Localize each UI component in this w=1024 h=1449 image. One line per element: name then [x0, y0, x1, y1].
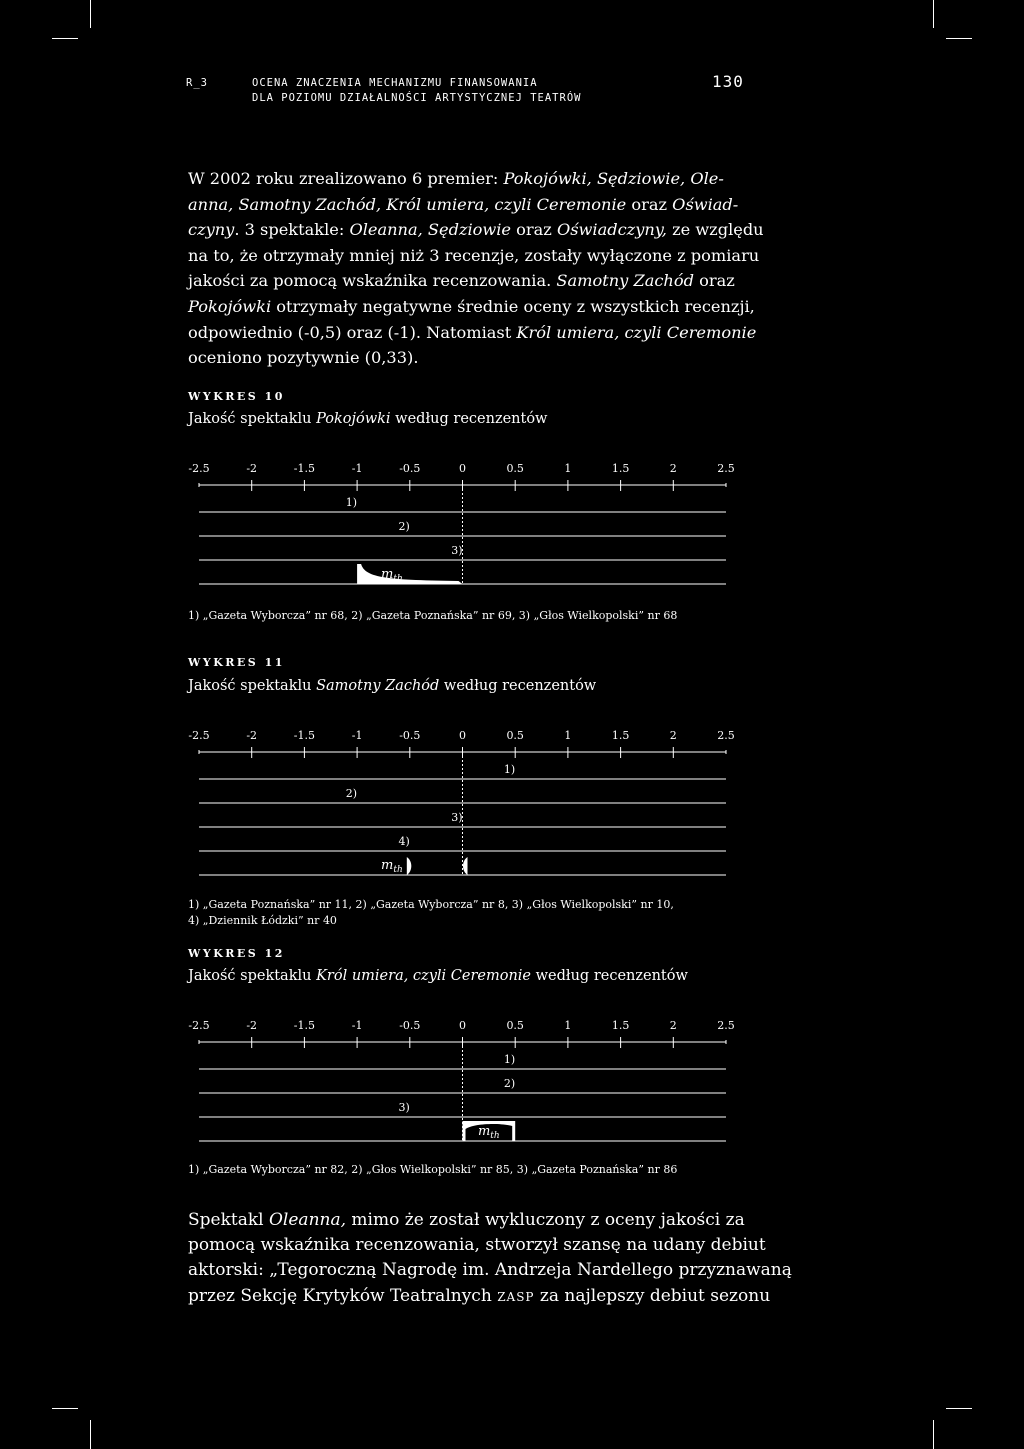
chart-12-title-prefix: Jakość spektaklu	[188, 968, 317, 984]
tick-label: 0	[459, 462, 466, 475]
intro-line	[188, 166, 754, 192]
intro-line	[188, 268, 754, 294]
text-run: odpowiednio (-0,5) oraz (-1). Natomiast	[188, 322, 517, 342]
text-run: . 3 spektakle:	[234, 220, 350, 240]
text-run: jakości za pomocą wskaźnika recenzowania.	[188, 271, 557, 291]
mean-label-symbol: m	[477, 1124, 491, 1139]
tick-label: 0.5	[506, 462, 524, 475]
tick-label: -2	[246, 729, 258, 742]
chart-10-title-italic: Pokojówki	[316, 411, 391, 427]
review-point-label: 2)	[503, 1077, 516, 1090]
tick-label: 2	[669, 729, 677, 742]
intro-line	[188, 192, 754, 218]
review-point-label: 1)	[503, 1053, 516, 1066]
chart-10-title-prefix: Jakość spektaklu	[188, 411, 317, 427]
tick-label: 1	[564, 729, 572, 742]
italic-text: Król umiera, czyli Ceremonie	[516, 322, 757, 342]
section-label: R_3	[186, 77, 208, 89]
italic-text: Oleanna, Sędziowie	[349, 220, 512, 240]
crop-mark-bottom-left-vertical	[90, 1420, 91, 1449]
review-point-label: 2)	[345, 787, 358, 800]
mean-label-subscript: th	[393, 574, 403, 584]
crop-mark-bottom-right-horizontal	[946, 1408, 972, 1409]
tick-label: -1.5	[293, 1019, 316, 1032]
mean-label-subscript: th	[393, 865, 403, 875]
text-run: oraz	[693, 271, 735, 291]
chart-11-title-suffix: według recenzentów	[439, 678, 597, 694]
tick-label: 2.5	[717, 729, 735, 742]
mean-label-symbol: m	[381, 567, 394, 582]
density-curve	[357, 564, 462, 584]
tick-label: 1	[564, 1019, 572, 1032]
crop-mark-top-left-vertical	[90, 0, 91, 28]
tick-label: -0.5	[399, 729, 421, 742]
review-point-label: 2)	[398, 520, 410, 533]
chart-10-plot	[180, 455, 740, 595]
mean-label	[478, 1124, 500, 1141]
italic-text: Pokojówki	[188, 296, 272, 316]
density-curve-left	[407, 857, 412, 875]
tick-label: -1	[351, 1019, 363, 1032]
chart-10-caption	[188, 608, 677, 624]
chart-11-caption-line-1: 1) „Gazeta Poznańska” nr 11, 2) „Gazeta Wyborcza” nr 8, 3) „Głos Wielkopolski” nr 10,	[188, 898, 674, 911]
review-point-label: 3)	[451, 544, 463, 557]
text-run: oraz	[626, 194, 673, 214]
tick-label: -0.5	[399, 1019, 421, 1032]
intro-paragraph	[188, 166, 764, 371]
tick-label: 2.5	[717, 1019, 735, 1032]
text-run: mimo że został wykluczony z oceny jakości za	[346, 1210, 745, 1230]
tick-label: 2	[669, 1019, 677, 1032]
crop-mark-bottom-left-horizontal	[52, 1408, 78, 1409]
tick-label: -2	[246, 1019, 258, 1032]
outro-line	[188, 1208, 758, 1233]
italic-text: Oświad-	[672, 194, 739, 214]
tick-label: -1.5	[293, 462, 316, 475]
italic-text: Pokojówki, Sędziowie, Ole-	[503, 169, 724, 188]
page-number: 130	[712, 72, 744, 91]
tick-label: -2.5	[188, 729, 210, 742]
tick-label: 1.5	[611, 729, 630, 742]
tick-label: 1.5	[611, 462, 630, 475]
italic-text: anna, Samotny Zachód, Król umiera, czyli Ceremonie	[188, 194, 627, 214]
outro-line	[188, 1233, 766, 1258]
mean-label	[381, 567, 403, 584]
mean-label-subscript: th	[490, 1131, 500, 1141]
crop-mark-top-left-horizontal	[52, 38, 78, 39]
text-run: aktorski: „Tegoroczną Nagrodę im. Andrzeja Nardellego przyznawaną	[188, 1260, 792, 1281]
tick-label: 0.5	[506, 729, 524, 742]
tick-label: -0.5	[399, 462, 421, 475]
chart-11-plot	[180, 722, 740, 875]
chart-12-title-suffix: według recenzentów	[531, 968, 688, 984]
text-run: przez Sekcję Krytyków Teatralnych	[188, 1285, 498, 1306]
italic-text: Oleanna,	[269, 1210, 347, 1230]
crop-mark-top-right-horizontal	[946, 38, 972, 39]
review-point-label: 1)	[503, 763, 516, 776]
text-run: pomocą wskaźnika recenzowania, stworzył szansę na udany debiut	[188, 1235, 766, 1256]
tick-label: 2	[669, 462, 677, 475]
crop-mark-top-right-vertical	[933, 0, 934, 28]
chart-11-title-italic: Samotny Zachód	[316, 678, 440, 694]
review-point-label: 3)	[451, 811, 463, 824]
text-run: na to, że otrzymały mniej niż 3 recenzje, zostały wyłączone z pomiaru	[188, 245, 760, 265]
intro-line	[188, 243, 760, 269]
tick-label: -1	[351, 729, 363, 742]
text-run: oceniono pozytywnie (0,33).	[188, 348, 419, 368]
tick-label: 1	[564, 462, 572, 475]
outro-paragraph	[188, 1208, 792, 1310]
mean-label-symbol: m	[381, 858, 394, 873]
review-point-label: 3)	[398, 1101, 410, 1114]
chart-11-title-prefix: Jakość spektaklu	[188, 678, 317, 694]
tick-label: 2.5	[717, 462, 735, 475]
italic-text: czyny	[188, 220, 235, 240]
text-run: ZASP	[497, 1289, 535, 1304]
intro-line	[188, 320, 757, 346]
tick-label: -1.5	[293, 729, 316, 742]
chart-10-title	[188, 411, 547, 427]
crop-mark-bottom-right-vertical	[933, 1420, 934, 1449]
text-run: otrzymały negatywne średnie oceny z wszystkich recenzji,	[271, 296, 755, 316]
text-run: Spektakl	[188, 1210, 269, 1230]
chart-12-title	[188, 968, 688, 984]
chart-11-caption	[188, 897, 674, 929]
running-title-line-2: DLA POZIOMU DZIAŁALNOŚCI ARTYSTYCZNEJ TEATRÓW	[252, 92, 582, 104]
intro-line	[188, 217, 764, 243]
density-curve-right	[463, 857, 468, 875]
chart-12-caption-line: 1) „Gazeta Wyborcza” nr 82, 2) „Głos Wielkopolski” nr 85, 3) „Gazeta Poznańska” nr 86	[188, 1163, 678, 1176]
tick-label: -2.5	[188, 462, 210, 475]
chart-10-caption-line: 1) „Gazeta Wyborcza” nr 68, 2) „Gazeta Poznańska” nr 69, 3) „Głos Wielkopolski” nr 68	[188, 609, 678, 622]
text-run: za najlepszy debiut sezonu	[534, 1285, 771, 1306]
chart-12-title-italic: Król umiera, czyli Ceremonie	[316, 968, 531, 984]
tick-label: -2	[246, 462, 258, 475]
running-title-line-1: OCENA ZNACZENIA MECHANIZMU FINANSOWANIA	[252, 77, 538, 89]
text-run: oraz	[511, 220, 557, 240]
review-point-label: 1)	[345, 496, 358, 509]
chart-10-title-suffix: według recenzentów	[390, 411, 548, 427]
chart-11-caption-line-2: 4) „Dziennik Łódzki” nr 40	[188, 914, 337, 927]
italic-text: Oświadczyny,	[556, 220, 667, 240]
intro-line	[188, 294, 754, 320]
text-run: ze względu	[666, 220, 764, 240]
tick-label: -2.5	[188, 1019, 210, 1032]
italic-text: Samotny Zachód	[556, 271, 694, 291]
chart-12-plot	[180, 1012, 740, 1152]
mean-label	[381, 858, 403, 875]
chart-11-title	[188, 678, 596, 694]
tick-label: -1	[351, 462, 363, 475]
chart-10-label: WYKRES 10	[188, 390, 285, 403]
chart-12-caption	[188, 1162, 677, 1178]
intro-line	[188, 345, 754, 371]
outro-line	[188, 1284, 771, 1310]
tick-label: 1.5	[611, 1019, 630, 1032]
tick-label: 0	[459, 729, 466, 742]
text-run: W 2002 roku zrealizowano 6 premier:	[188, 169, 504, 188]
chart-11-label: WYKRES 11	[188, 656, 285, 669]
outro-line	[188, 1258, 792, 1283]
review-point-label: 4)	[398, 835, 410, 848]
chart-12-label: WYKRES 12	[188, 947, 285, 960]
tick-label: 0	[459, 1019, 466, 1032]
tick-label: 0.5	[506, 1019, 524, 1032]
